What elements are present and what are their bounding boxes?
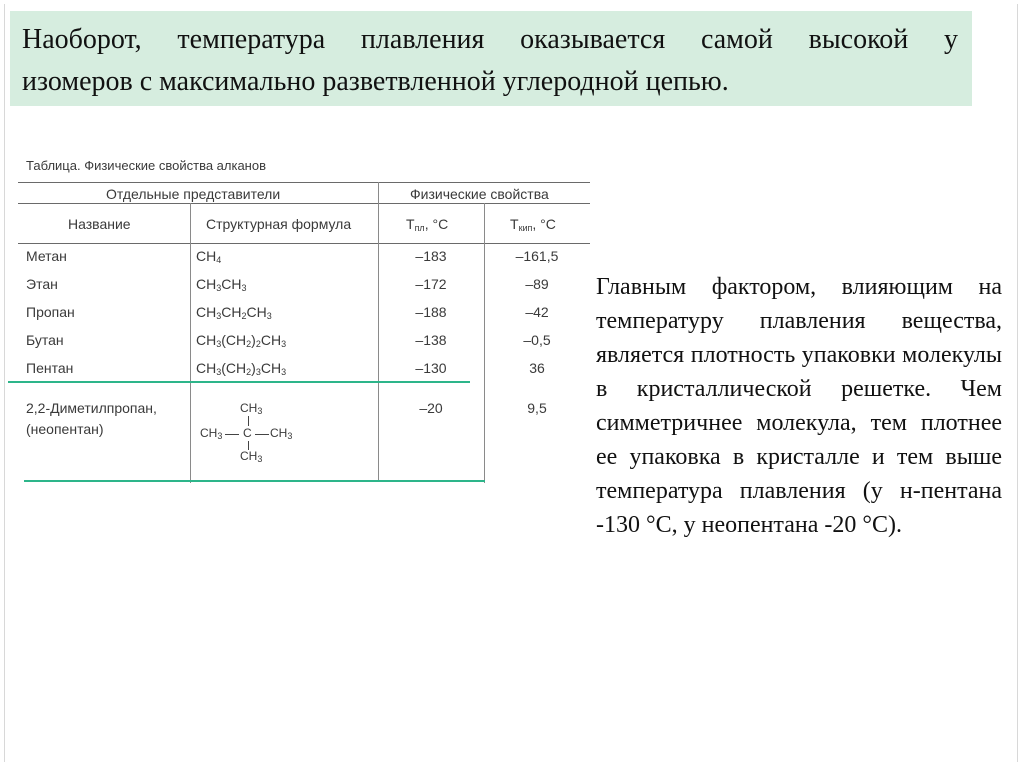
row-t-boil: –89 bbox=[525, 276, 549, 292]
t-boil-unit: , °C bbox=[532, 216, 556, 232]
neopentane-t-boil: 9,5 bbox=[527, 400, 547, 416]
row-t-boil: 36 bbox=[529, 360, 545, 376]
struct-bond-left bbox=[225, 434, 239, 435]
group-header-representatives: Отдельные представители bbox=[106, 186, 281, 202]
row-formula: $CH_3(CH_2)_3CH_3$ bbox=[196, 360, 287, 377]
row-formula: $CH_3(CH_2)_2CH_3$ bbox=[196, 332, 287, 349]
t-melt-unit: , °C bbox=[424, 216, 449, 232]
table-top-rule bbox=[18, 182, 590, 183]
neopentane-name-line-2: (неопентан) bbox=[26, 421, 104, 437]
struct-bond-top bbox=[248, 416, 249, 426]
struct-center: C bbox=[243, 426, 252, 440]
neopentane-name-line-1: 2,2-Диметилпропан, bbox=[26, 400, 157, 416]
highlight-line-upper bbox=[8, 381, 470, 383]
col-header-t-melt bbox=[406, 216, 448, 233]
header-line-2: изомеров с максимально разветвленной углеродной цепью. bbox=[22, 66, 729, 97]
struct-top: $CH_3$ bbox=[240, 401, 263, 416]
row-formula: $CH_4$ bbox=[196, 248, 222, 265]
row-name: Метан bbox=[26, 248, 67, 264]
row-t-boil: –42 bbox=[525, 304, 549, 320]
col-divider-1 bbox=[190, 203, 191, 483]
row-name: Бутан bbox=[26, 332, 64, 348]
row-formula: $CH_3CH_2CH_3$ bbox=[196, 304, 272, 321]
highlight-line-lower bbox=[24, 480, 485, 482]
table-header-rule bbox=[18, 243, 590, 244]
t-boil-sub: кип bbox=[518, 223, 533, 233]
col-divider-3 bbox=[484, 203, 485, 483]
row-t-boil: –161,5 bbox=[515, 248, 559, 264]
row-name: Этан bbox=[26, 276, 58, 292]
header-statement bbox=[10, 11, 972, 106]
t-melt-symbol: T bbox=[406, 216, 415, 232]
row-t-boil: –0,5 bbox=[523, 332, 551, 348]
row-t-melt: –138 bbox=[415, 332, 447, 348]
struct-right: $CH_3$ bbox=[270, 426, 293, 441]
neopentane-t-melt: –20 bbox=[419, 400, 443, 416]
row-formula: $CH_3CH_3$ bbox=[196, 276, 247, 293]
col-header-formula: Структурная формула bbox=[206, 216, 352, 232]
col-divider-2 bbox=[378, 182, 379, 482]
struct-left: $CH_3$ bbox=[200, 426, 223, 441]
struct-bond-right bbox=[255, 434, 269, 435]
row-t-melt: –183 bbox=[415, 248, 447, 264]
table-group-rule bbox=[18, 203, 590, 204]
row-t-melt: –130 bbox=[415, 360, 447, 376]
row-name: Пентан bbox=[26, 360, 74, 376]
explanation-paragraph: Главным фактором, влияющим на температуру плавления вещества, является плотность упаковки молекулы в кристаллической решетке. Чем симметричнее молекула, тем плотнее ее упаковка в кристалле и тем выше температура плавления (у н-пентана -130 °С, у неопентана -20 °С). bbox=[596, 274, 1002, 538]
struct-bottom: $CH_3$ bbox=[240, 449, 263, 464]
row-t-melt: –188 bbox=[415, 304, 447, 320]
col-header-t-boil bbox=[510, 216, 556, 233]
table-caption: Таблица. Физические свойства алканов bbox=[26, 158, 266, 173]
t-melt-sub: пл bbox=[414, 223, 425, 233]
col-header-name: Название bbox=[68, 216, 131, 232]
group-header-properties: Физические свойства bbox=[410, 186, 549, 202]
t-boil-symbol: T bbox=[510, 216, 519, 232]
header-line-1: Наоборот, температура плавления оказывается самой высокой у bbox=[22, 24, 958, 55]
row-name: Пропан bbox=[26, 304, 75, 320]
row-t-melt: –172 bbox=[415, 276, 447, 292]
